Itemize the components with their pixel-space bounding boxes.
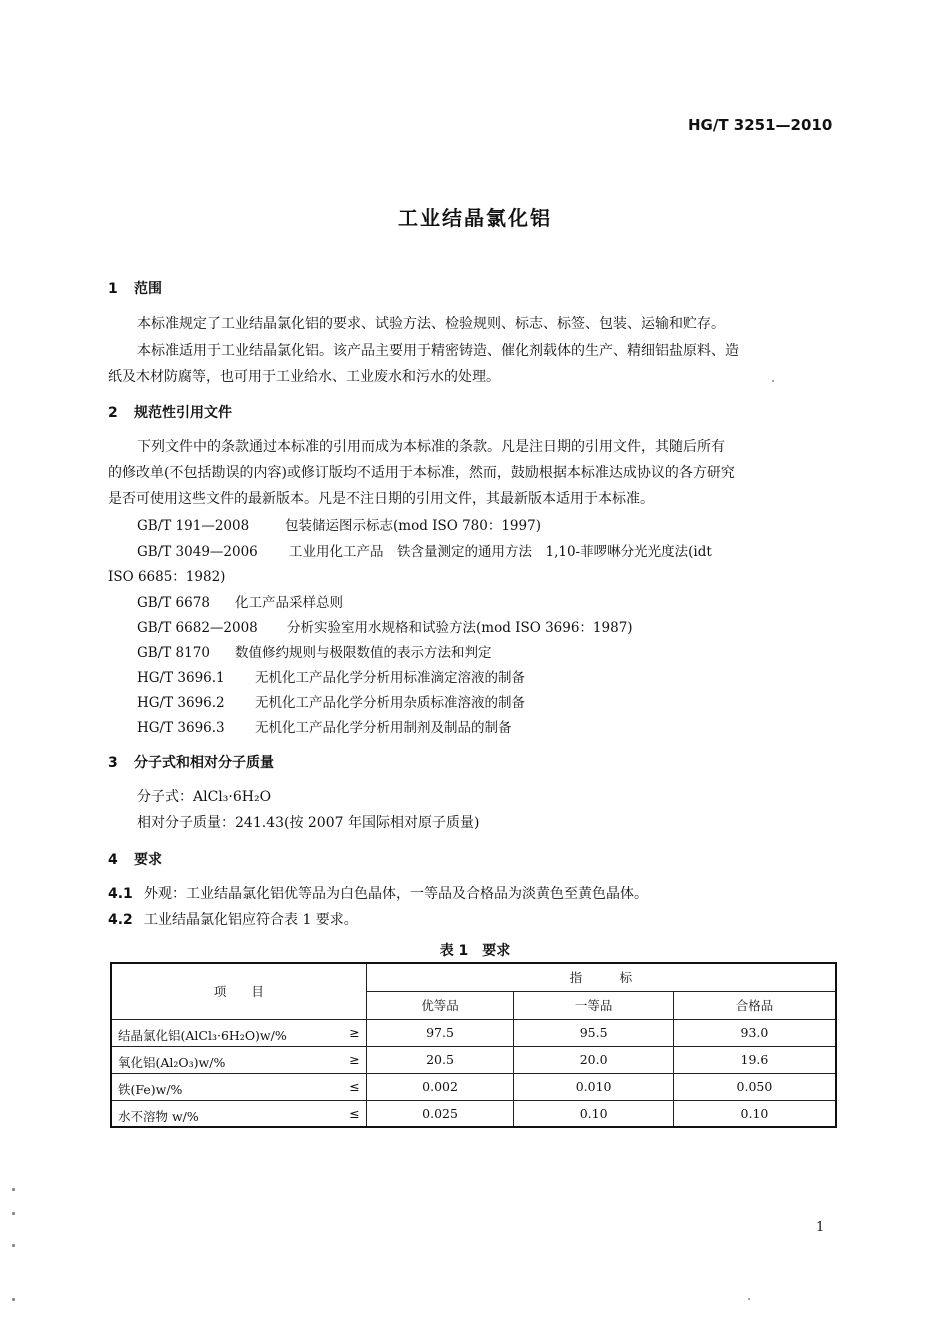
reference-item	[137, 641, 492, 661]
section-number: 2	[108, 405, 118, 421]
header-item-cell	[111, 963, 366, 1019]
value-cell: 0.002	[366, 1073, 514, 1100]
clause-number: 4.2	[108, 912, 133, 928]
item-label: 结晶氯化铝(AlCl₃·6H₂O)w/%	[118, 1027, 287, 1043]
section-1-heading	[108, 278, 162, 298]
reference-code: HG/T 3696.2	[137, 695, 225, 711]
clause-text: 外观：工业结晶氯化铝优等品为白色晶体，一等品及合格品为淡黄色至黄色晶体。	[144, 886, 648, 902]
item-label: 水不溶物 w/%	[118, 1108, 199, 1124]
reference-title: 数值修约规则与极限数值的表示方法和判定	[235, 645, 492, 661]
item-cell	[111, 1019, 366, 1046]
item-label: 铁(Fe)w/%	[118, 1081, 183, 1097]
table-row	[111, 1019, 836, 1046]
scan-speck	[12, 1244, 15, 1247]
paragraph: 本标准适用于工业结晶氯化铝。该产品主要用于精密铸造、催化剂载体的生产、精细铝盐原料、造	[137, 343, 739, 359]
molecular-formula: 分子式：AlCl₃·6H₂O	[137, 789, 272, 805]
section-title: 范围	[134, 281, 162, 297]
value-cell: 20.0	[514, 1046, 674, 1073]
reference-title: 无机化工产品化学分析用制剂及制品的制备	[255, 720, 512, 736]
grade-header: 优等品	[366, 991, 514, 1019]
section-number: 1	[108, 281, 118, 297]
paragraph: 本标准规定了工业结晶氯化铝的要求、试验方法、检验规则、标志、标签、包装、运输和贮存。	[137, 316, 725, 332]
section-2-heading	[108, 402, 232, 422]
scan-speck	[748, 1298, 750, 1300]
requirements-table	[110, 962, 837, 1128]
header-index-label: 指 标	[569, 970, 633, 986]
reference-code: ISO 6685：1982)	[108, 569, 226, 585]
reference-code: GB/T 6678	[137, 595, 210, 611]
reference-code: HG/T 3696.1	[137, 670, 225, 686]
molecular-mass: 相对分子质量：241.43(按 2007 年国际相对原子质量)	[137, 815, 480, 831]
table-row	[111, 1073, 836, 1100]
document-number: HG/T 3251—2010	[688, 116, 833, 134]
reference-item	[137, 540, 712, 560]
reference-item	[137, 691, 525, 711]
section-3-heading	[108, 752, 274, 772]
paragraph: 是否可使用这些文件的最新版本。凡是不注日期的引用文件，其最新版本适用于本标准。	[108, 491, 654, 507]
value-cell: 95.5	[514, 1019, 674, 1046]
value-cell: 0.050	[673, 1073, 836, 1100]
item-label: 氧化铝(Al₂O₃)w/%	[118, 1054, 226, 1070]
scan-speck	[12, 1212, 15, 1215]
comparison-symbol: ≥	[349, 1024, 360, 1040]
grade-header: 合格品	[673, 991, 836, 1019]
page-title: 工业结晶氯化铝	[398, 206, 552, 230]
reference-item	[137, 716, 512, 736]
value-cell: 0.10	[514, 1100, 674, 1127]
section-title: 要求	[134, 852, 162, 868]
paragraph: 的修改单(不包括勘误的内容)或修订版均不适用于本标准，然而，鼓励根据本标准达成协议的各方研究	[108, 465, 735, 481]
clause-text: 工业结晶氯化铝应符合表 1 要求。	[144, 912, 358, 928]
value-cell: 97.5	[366, 1019, 514, 1046]
header-item-label: 项 目	[213, 984, 264, 1000]
section-number: 3	[108, 755, 118, 771]
reference-title: 工业用化工产品 铁含量测定的通用方法 1,10-菲啰啉分光光度法(idt	[289, 544, 712, 560]
value-cell: 93.0	[673, 1019, 836, 1046]
comparison-symbol: ≤	[349, 1105, 360, 1121]
scan-speck	[12, 1298, 15, 1301]
value-cell: 0.025	[366, 1100, 514, 1127]
item-cell	[111, 1046, 366, 1073]
value-cell: 19.6	[673, 1046, 836, 1073]
section-title: 分子式和相对分子质量	[134, 755, 274, 771]
clause-4-2	[108, 909, 358, 929]
reference-item	[137, 514, 541, 534]
section-number: 4	[108, 852, 118, 868]
comparison-symbol: ≤	[349, 1078, 360, 1094]
value-cell: 0.010	[514, 1073, 674, 1100]
reference-title: 包装储运图示标志(mod ISO 780：1997)	[285, 518, 541, 534]
item-cell	[111, 1073, 366, 1100]
clause-4-1	[108, 883, 648, 903]
reference-code: GB/T 8170	[137, 645, 210, 661]
reference-code: GB/T 6682—2008	[137, 620, 258, 636]
reference-title: 化工产品采样总则	[235, 595, 343, 611]
section-4-heading	[108, 849, 162, 869]
reference-title: 分析实验室用水规格和试验方法(mod ISO 3696：1987)	[287, 620, 633, 636]
table-row	[111, 1100, 836, 1127]
reference-code: HG/T 3696.3	[137, 720, 225, 736]
clause-number: 4.1	[108, 886, 133, 902]
paragraph: 纸及木材防腐等，也可用于工业给水、工业废水和污水的处理。	[108, 369, 500, 385]
reference-title: 无机化工产品化学分析用标准滴定溶液的制备	[255, 670, 525, 686]
reference-item	[137, 666, 525, 686]
table-row	[111, 1046, 836, 1073]
item-cell	[111, 1100, 366, 1127]
value-cell: 0.10	[673, 1100, 836, 1127]
reference-item	[137, 616, 633, 636]
comparison-symbol: ≥	[349, 1051, 360, 1067]
reference-code: GB/T 191—2008	[137, 518, 250, 534]
page-number: 1	[816, 1220, 825, 1235]
grade-header: 一等品	[514, 991, 674, 1019]
reference-code: GB/T 3049—2006	[137, 544, 258, 560]
reference-item	[108, 565, 225, 585]
value-cell: 20.5	[366, 1046, 514, 1073]
reference-item	[137, 591, 343, 611]
table-caption: 表 1 要求	[439, 943, 511, 959]
scan-speck	[12, 1188, 15, 1191]
header-index-cell	[366, 963, 836, 991]
paragraph: 下列文件中的条款通过本标准的引用而成为本标准的条款。凡是注日期的引用文件，其随后所有	[137, 439, 725, 455]
reference-title: 无机化工产品化学分析用杂质标准溶液的制备	[255, 695, 525, 711]
scan-speck	[772, 380, 774, 382]
section-title: 规范性引用文件	[134, 405, 232, 421]
